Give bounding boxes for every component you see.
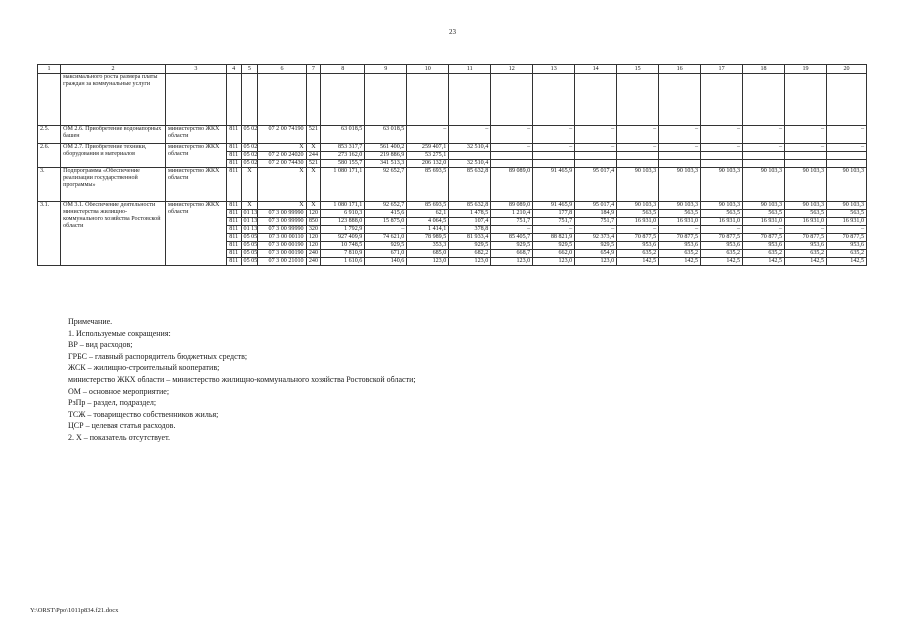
table-cell: 62,1 bbox=[407, 210, 449, 218]
table-cell: 63 018,5 bbox=[321, 126, 365, 144]
column-header: 3 bbox=[166, 65, 227, 74]
measure-name: ОМ 2.6. Приобретение водонапорных башен bbox=[61, 126, 166, 144]
table-cell bbox=[533, 152, 575, 160]
table-cell bbox=[785, 152, 827, 160]
table-cell: 89 089,0 bbox=[491, 168, 533, 202]
table-cell: 953,6 bbox=[743, 242, 785, 250]
table-cell: Х bbox=[241, 168, 258, 202]
table-cell: 929,5 bbox=[365, 242, 407, 250]
table-cell: 15 875,0 bbox=[365, 218, 407, 226]
table-cell: 70 877,5 bbox=[743, 234, 785, 242]
table-cell: 81 933,4 bbox=[449, 234, 491, 242]
table-cell: 1 080 171,1 bbox=[321, 168, 365, 202]
table-cell: 353,3 bbox=[407, 242, 449, 250]
table-cell: Х bbox=[306, 168, 321, 202]
table-cell bbox=[321, 74, 365, 126]
table-cell: 811 bbox=[226, 234, 241, 242]
table-cell: 90 103,3 bbox=[617, 202, 659, 210]
notes-title: Примечание. bbox=[68, 317, 113, 326]
note-line: ЖСК – жилищно-строительный кооператив; bbox=[68, 363, 220, 373]
table-cell: 244 bbox=[306, 152, 321, 160]
table-cell: 16 931,0 bbox=[701, 218, 743, 226]
table-cell: 521 bbox=[306, 160, 321, 168]
table-cell: 07 3 00 21010 bbox=[258, 258, 306, 266]
note-line: министерство ЖКХ области – министерство жилищно-коммунального хозяйства Ростовской области; bbox=[68, 374, 416, 384]
note-line: ВР – вид расходов; bbox=[68, 340, 133, 350]
table-cell: 1 210,4 bbox=[491, 210, 533, 218]
table-cell: 953,6 bbox=[701, 242, 743, 250]
table-cell: 07 2 00 74430 bbox=[258, 160, 306, 168]
column-header: 10 bbox=[407, 65, 449, 74]
note-line: 2. Х – показатель отсутствует. bbox=[68, 432, 170, 442]
table-cell: 63 018,5 bbox=[365, 126, 407, 144]
table-cell: 89 089,0 bbox=[491, 202, 533, 210]
table-cell: 92 652,7 bbox=[365, 202, 407, 210]
column-header: 20 bbox=[827, 65, 867, 74]
table-row bbox=[38, 168, 867, 202]
responsible-executor: министерство ЖКХ области bbox=[166, 202, 227, 266]
table-cell: 320 bbox=[306, 226, 321, 234]
table-cell: 853 317,7 bbox=[321, 144, 365, 152]
table-cell: 07 3 00 00190 bbox=[258, 250, 306, 258]
column-header: 4 bbox=[226, 65, 241, 74]
table-cell: 01 13 bbox=[241, 210, 258, 218]
row-number bbox=[38, 74, 61, 126]
table-cell: – bbox=[365, 226, 407, 234]
table-cell: 563,5 bbox=[617, 210, 659, 218]
table-cell: 953,6 bbox=[617, 242, 659, 250]
table-cell bbox=[575, 160, 617, 168]
table-cell: 16 931,0 bbox=[827, 218, 867, 226]
table-cell: 415,6 bbox=[365, 210, 407, 218]
table-cell: 07 3 00 99990 bbox=[258, 226, 306, 234]
table-cell: 32 510,4 bbox=[449, 144, 491, 152]
responsible-executor: министерство ЖКХ области bbox=[166, 126, 227, 144]
table-cell: Х bbox=[258, 202, 306, 210]
column-header: 11 bbox=[449, 65, 491, 74]
table-cell: 1 478,5 bbox=[449, 210, 491, 218]
table-cell: – bbox=[533, 126, 575, 144]
table-cell: 929,5 bbox=[449, 242, 491, 250]
table-cell: 123,0 bbox=[575, 258, 617, 266]
note-line: ОМ – основное мероприятие; bbox=[68, 386, 170, 396]
column-header: 16 bbox=[659, 65, 701, 74]
table-row bbox=[38, 202, 867, 210]
table-cell: – bbox=[659, 226, 701, 234]
table-cell: 751,7 bbox=[575, 218, 617, 226]
table-cell bbox=[659, 152, 701, 160]
table-cell: 929,5 bbox=[491, 242, 533, 250]
table-cell: 10 748,5 bbox=[321, 242, 365, 250]
table-cell: Х bbox=[258, 144, 306, 152]
table-cell bbox=[827, 160, 867, 168]
table-cell: 850 bbox=[306, 218, 321, 226]
table-cell: – bbox=[659, 144, 701, 152]
responsible-executor bbox=[166, 74, 227, 126]
table-cell: 70 877,5 bbox=[617, 234, 659, 242]
table-cell bbox=[449, 74, 491, 126]
column-header: 7 bbox=[306, 65, 321, 74]
table-cell: 671,0 bbox=[365, 250, 407, 258]
table-cell: 219 886,9 bbox=[365, 152, 407, 160]
table-cell bbox=[701, 160, 743, 168]
table-row bbox=[38, 74, 867, 126]
table-cell: 01 13 bbox=[241, 226, 258, 234]
table-cell bbox=[701, 152, 743, 160]
table-cell: 7 810,9 bbox=[321, 250, 365, 258]
table-cell: 1 414,1 bbox=[407, 226, 449, 234]
table-header bbox=[38, 65, 867, 74]
table-cell: 70 877,5 bbox=[659, 234, 701, 242]
table-cell: 177,8 bbox=[533, 210, 575, 218]
table-cell: 123,0 bbox=[491, 258, 533, 266]
table-cell bbox=[575, 74, 617, 126]
table-cell: – bbox=[743, 226, 785, 234]
table-cell: 90 103,3 bbox=[617, 168, 659, 202]
table-cell: 123 888,0 bbox=[321, 218, 365, 226]
table-cell: 90 103,3 bbox=[659, 168, 701, 202]
column-header: 12 bbox=[491, 65, 533, 74]
table-cell bbox=[617, 74, 659, 126]
table-cell: Х bbox=[241, 202, 258, 210]
table-cell bbox=[491, 74, 533, 126]
table-cell: 811 bbox=[226, 258, 241, 266]
table-cell: 811 bbox=[226, 152, 241, 160]
table-cell: 521 bbox=[306, 126, 321, 144]
table-cell: 85 632,8 bbox=[449, 168, 491, 202]
table-cell: Х bbox=[258, 168, 306, 202]
table-cell: 32 510,4 bbox=[449, 160, 491, 168]
measure-name: максимального роста размера платы граждан за коммунальные услуги bbox=[61, 74, 166, 126]
table-cell bbox=[226, 74, 241, 126]
table-cell: 206 132,0 bbox=[407, 160, 449, 168]
table-cell bbox=[659, 74, 701, 126]
table-cell: 90 103,3 bbox=[743, 168, 785, 202]
table-cell: 240 bbox=[306, 258, 321, 266]
table-cell: 07 3 00 99990 bbox=[258, 218, 306, 226]
table-cell: 123,0 bbox=[449, 258, 491, 266]
table-cell: 90 103,3 bbox=[827, 202, 867, 210]
note-line: 1. Используемые сокращения: bbox=[68, 328, 171, 338]
table-cell: 563,5 bbox=[701, 210, 743, 218]
table-cell: 53 275,1 bbox=[407, 152, 449, 160]
table-cell bbox=[491, 160, 533, 168]
table-cell: 120 bbox=[306, 242, 321, 250]
column-header: 17 bbox=[701, 65, 743, 74]
table-cell: 654,9 bbox=[575, 250, 617, 258]
table-cell: 635,2 bbox=[659, 250, 701, 258]
table-cell: 341 513,3 bbox=[365, 160, 407, 168]
table-cell: 07 3 00 00190 bbox=[258, 242, 306, 250]
table-cell: – bbox=[491, 226, 533, 234]
table-cell: – bbox=[533, 226, 575, 234]
table-cell: 563,5 bbox=[659, 210, 701, 218]
table-cell: – bbox=[701, 226, 743, 234]
table-cell: 1 610,6 bbox=[321, 258, 365, 266]
column-header: 8 bbox=[321, 65, 365, 74]
table-cell: – bbox=[827, 226, 867, 234]
table-cell: 811 bbox=[226, 210, 241, 218]
table-cell: 751,7 bbox=[491, 218, 533, 226]
table-cell: 184,9 bbox=[575, 210, 617, 218]
table-cell: – bbox=[743, 144, 785, 152]
table-cell: 07 2 00 74190 bbox=[258, 126, 306, 144]
table-cell: – bbox=[533, 144, 575, 152]
table-cell: 05 02 bbox=[241, 144, 258, 152]
responsible-executor: министерство ЖКХ области bbox=[166, 168, 227, 202]
measure-name: ОМ 3.1. Обеспечение деятельности министерства жилищно-коммунального хозяйства Ростовской области bbox=[61, 202, 166, 266]
table-cell: 953,6 bbox=[827, 242, 867, 250]
table-cell: 90 103,3 bbox=[785, 202, 827, 210]
table-cell: 90 103,3 bbox=[785, 168, 827, 202]
table-cell: 95 017,4 bbox=[575, 168, 617, 202]
table-cell: 811 bbox=[226, 126, 241, 144]
table-cell: 635,2 bbox=[701, 250, 743, 258]
table-cell bbox=[743, 74, 785, 126]
table-cell: – bbox=[785, 144, 827, 152]
table-cell: 259 407,1 bbox=[407, 144, 449, 152]
column-header: 14 bbox=[575, 65, 617, 74]
column-header: 13 bbox=[533, 65, 575, 74]
table-cell: 929,5 bbox=[533, 242, 575, 250]
table-cell: 953,6 bbox=[659, 242, 701, 250]
responsible-executor: министерство ЖКХ области bbox=[166, 144, 227, 168]
table-cell: 90 103,3 bbox=[659, 202, 701, 210]
table-cell: 635,2 bbox=[743, 250, 785, 258]
table-cell: 142,5 bbox=[785, 258, 827, 266]
table-cell: 70 877,5 bbox=[701, 234, 743, 242]
table-cell: 273 162,0 bbox=[321, 152, 365, 160]
table-cell: – bbox=[659, 126, 701, 144]
table-cell: 85 632,8 bbox=[449, 202, 491, 210]
table-body bbox=[38, 74, 867, 266]
measure-name: Подпрограмма «Обеспечение реализации государственной программы» bbox=[61, 168, 166, 202]
table-cell: 811 bbox=[226, 144, 241, 152]
table-cell: 685,0 bbox=[407, 250, 449, 258]
table-cell: 142,5 bbox=[701, 258, 743, 266]
table-cell bbox=[575, 152, 617, 160]
table-cell bbox=[827, 74, 867, 126]
table-cell: – bbox=[617, 226, 659, 234]
table-cell: 90 103,3 bbox=[743, 202, 785, 210]
table-cell bbox=[533, 160, 575, 168]
table-cell: 662,0 bbox=[533, 250, 575, 258]
table-cell bbox=[258, 74, 306, 126]
table-cell bbox=[701, 74, 743, 126]
table-cell: 751,7 bbox=[533, 218, 575, 226]
table-cell: – bbox=[407, 126, 449, 144]
table-cell bbox=[449, 152, 491, 160]
table-cell: – bbox=[785, 226, 827, 234]
table-cell: 92 652,7 bbox=[365, 168, 407, 202]
table-cell bbox=[743, 160, 785, 168]
table-cell: – bbox=[575, 226, 617, 234]
table-cell bbox=[407, 74, 449, 126]
table-cell: Х bbox=[306, 144, 321, 152]
table-cell: 95 017,4 bbox=[575, 202, 617, 210]
table-cell bbox=[365, 74, 407, 126]
column-header: 2 bbox=[61, 65, 166, 74]
table-cell: – bbox=[701, 144, 743, 152]
table-cell: 05 02 bbox=[241, 126, 258, 144]
table-cell: 88 821,9 bbox=[533, 234, 575, 242]
note-line: ГРБС – главный распорядитель бюджетных средств; bbox=[68, 351, 248, 361]
table-cell: 635,2 bbox=[827, 250, 867, 258]
table-cell: 927 409,9 bbox=[321, 234, 365, 242]
column-header: 5 bbox=[241, 65, 258, 74]
table-cell: – bbox=[701, 126, 743, 144]
table-cell: 123,0 bbox=[533, 258, 575, 266]
table-cell: 05 05 bbox=[241, 258, 258, 266]
table-cell: 05 05 bbox=[241, 234, 258, 242]
table-cell: 120 bbox=[306, 234, 321, 242]
file-path: Y:\ORST\Ppo\1011p834.f21.docx bbox=[30, 607, 119, 614]
table-cell: 70 877,5 bbox=[827, 234, 867, 242]
table-cell: 85 693,5 bbox=[407, 202, 449, 210]
table-cell: – bbox=[785, 126, 827, 144]
table-cell bbox=[533, 74, 575, 126]
table-cell: 91 465,9 bbox=[533, 202, 575, 210]
table-cell bbox=[241, 74, 258, 126]
column-header: 1 bbox=[38, 65, 61, 74]
table-cell: 668,7 bbox=[491, 250, 533, 258]
row-number: 2.6. bbox=[38, 144, 61, 168]
table-cell: 563,5 bbox=[785, 210, 827, 218]
table-cell: 05 05 bbox=[241, 242, 258, 250]
table-cell: Х bbox=[306, 202, 321, 210]
table-cell: – bbox=[617, 144, 659, 152]
table-cell: 580 155,7 bbox=[321, 160, 365, 168]
table-cell: 811 bbox=[226, 226, 241, 234]
table-cell bbox=[743, 152, 785, 160]
row-number: 3.1. bbox=[38, 202, 61, 266]
table-cell: – bbox=[827, 144, 867, 152]
table-cell: 01 13 bbox=[241, 218, 258, 226]
table-cell bbox=[785, 160, 827, 168]
table-cell: 561 400,2 bbox=[365, 144, 407, 152]
table-cell: 07 3 00 99990 bbox=[258, 210, 306, 218]
column-header: 18 bbox=[743, 65, 785, 74]
table-cell: 811 bbox=[226, 250, 241, 258]
note-line: РзПр – раздел, подраздел; bbox=[68, 398, 157, 408]
table-cell: 07 3 00 00110 bbox=[258, 234, 306, 242]
budget-table bbox=[37, 64, 867, 266]
table-cell: 91 465,9 bbox=[533, 168, 575, 202]
column-header: 19 bbox=[785, 65, 827, 74]
table-cell: 120 bbox=[306, 210, 321, 218]
table-cell: – bbox=[575, 126, 617, 144]
note-line: ЦСР – целевая статья расходов. bbox=[68, 421, 176, 431]
table-cell: 240 bbox=[306, 250, 321, 258]
table-cell bbox=[827, 152, 867, 160]
table-cell: 4 064,5 bbox=[407, 218, 449, 226]
table-cell: 123,0 bbox=[407, 258, 449, 266]
table-cell bbox=[617, 160, 659, 168]
table-cell: 682,2 bbox=[449, 250, 491, 258]
table-cell: 1 792,9 bbox=[321, 226, 365, 234]
table-row bbox=[38, 126, 867, 144]
note-line: ТСЖ – товарищество собственников жилья; bbox=[68, 409, 219, 419]
table-cell: 85 405,7 bbox=[491, 234, 533, 242]
table-cell: 142,5 bbox=[827, 258, 867, 266]
measure-name: ОМ 2.7. Приобретение техники, оборудования и материалов bbox=[61, 144, 166, 168]
table-cell: 70 877,5 bbox=[785, 234, 827, 242]
table-cell: 90 103,3 bbox=[701, 202, 743, 210]
table-cell: 635,2 bbox=[785, 250, 827, 258]
table-cell: 563,5 bbox=[827, 210, 867, 218]
table-cell bbox=[617, 152, 659, 160]
table-cell: 142,5 bbox=[743, 258, 785, 266]
row-number: 3. bbox=[38, 168, 61, 202]
table-cell: 16 931,0 bbox=[659, 218, 701, 226]
table-cell: – bbox=[827, 126, 867, 144]
table-cell: 811 bbox=[226, 160, 241, 168]
page-number: 23 bbox=[449, 28, 456, 36]
table-cell: 811 bbox=[226, 218, 241, 226]
table-cell: 90 103,3 bbox=[701, 168, 743, 202]
table-cell bbox=[306, 74, 321, 126]
table-cell: 05 02 bbox=[241, 152, 258, 160]
table-cell: 16 931,0 bbox=[617, 218, 659, 226]
table-cell: 811 bbox=[226, 168, 241, 202]
table-cell: 05 02 bbox=[241, 160, 258, 168]
table-cell: 811 bbox=[226, 242, 241, 250]
table-cell: 142,5 bbox=[659, 258, 701, 266]
table-cell: 378,8 bbox=[449, 226, 491, 234]
table-cell: 635,2 bbox=[617, 250, 659, 258]
table-cell: 140,6 bbox=[365, 258, 407, 266]
table-cell bbox=[659, 160, 701, 168]
table-cell: 811 bbox=[226, 202, 241, 210]
table-cell: 92 373,4 bbox=[575, 234, 617, 242]
table-cell: 1 080 171,1 bbox=[321, 202, 365, 210]
table-cell bbox=[785, 74, 827, 126]
table-cell: 142,5 bbox=[617, 258, 659, 266]
column-header: 9 bbox=[365, 65, 407, 74]
table-cell: 107,4 bbox=[449, 218, 491, 226]
row-number: 2.5. bbox=[38, 126, 61, 144]
table-cell: 90 103,3 bbox=[827, 168, 867, 202]
table-cell: 78 989,5 bbox=[407, 234, 449, 242]
table-cell: 85 693,5 bbox=[407, 168, 449, 202]
table-cell: 563,5 bbox=[743, 210, 785, 218]
table-row bbox=[38, 144, 867, 152]
table-cell: 16 931,0 bbox=[785, 218, 827, 226]
column-header: 15 bbox=[617, 65, 659, 74]
table-cell: 16 931,0 bbox=[743, 218, 785, 226]
table-cell: 05 05 bbox=[241, 250, 258, 258]
notes-section bbox=[68, 316, 416, 444]
table-cell: – bbox=[743, 126, 785, 144]
table-cell: 74 621,0 bbox=[365, 234, 407, 242]
table-cell bbox=[491, 152, 533, 160]
table-cell: – bbox=[575, 144, 617, 152]
table-cell: 6 910,3 bbox=[321, 210, 365, 218]
table-cell: – bbox=[491, 144, 533, 152]
table-cell: 953,6 bbox=[785, 242, 827, 250]
table-cell: 929,5 bbox=[575, 242, 617, 250]
table-cell: – bbox=[449, 126, 491, 144]
table-cell: – bbox=[617, 126, 659, 144]
table-cell: – bbox=[491, 126, 533, 144]
column-header: 6 bbox=[258, 65, 306, 74]
table-cell: 07 2 00 24020 bbox=[258, 152, 306, 160]
